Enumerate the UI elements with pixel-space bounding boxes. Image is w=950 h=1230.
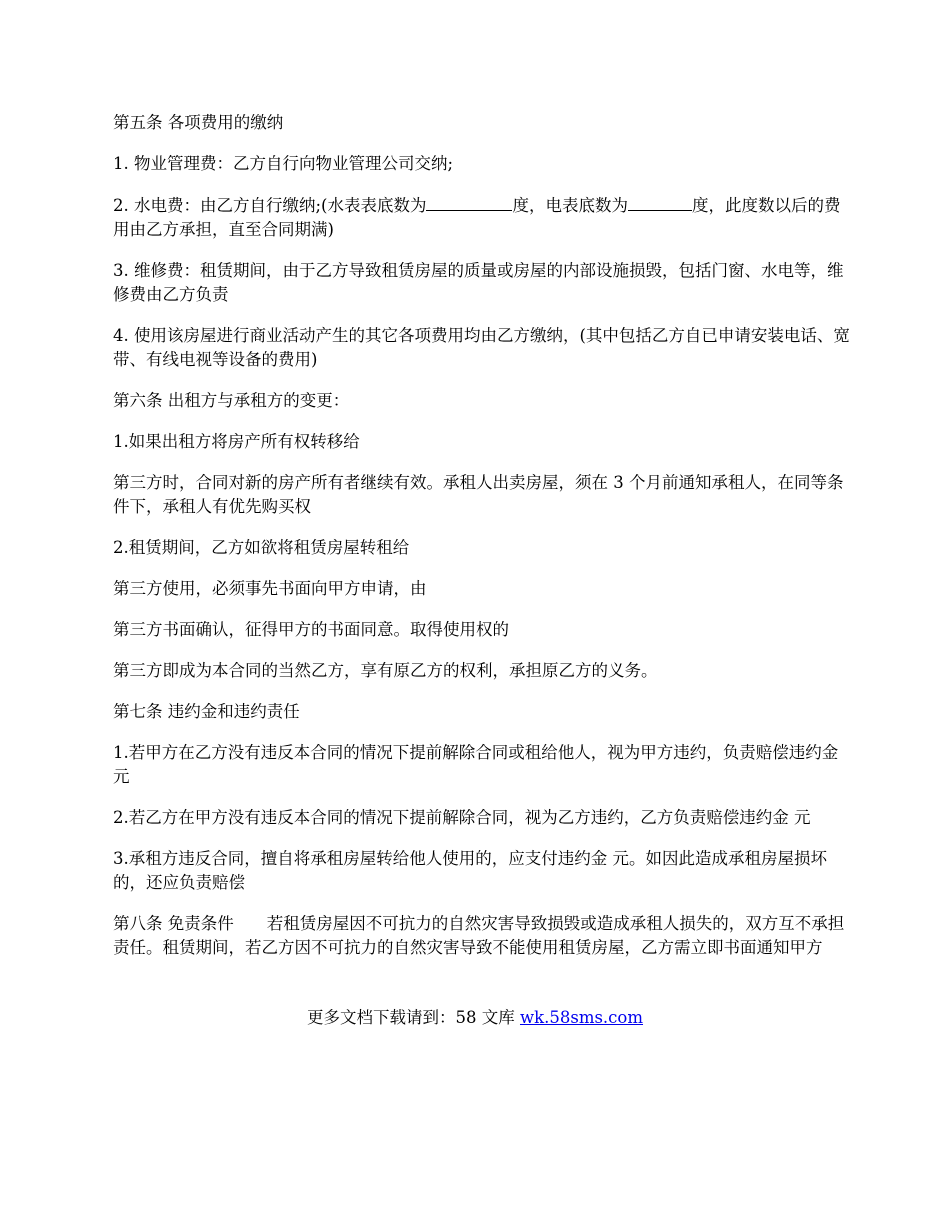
water-meter-blank (426, 193, 512, 211)
utility-fee-text-1: 2. 水电费：由乙方自行缴纳;(水表表底数为 (113, 196, 427, 215)
article-6-heading: 第六条 出租方与承租方的变更： (113, 391, 350, 410)
clause-maintenance-fee: 3. 维修费：租赁期间，由于乙方导致租赁房屋的质量或房屋的内部设施损毁，包括门窗、水电等，维修费由乙方负责 (113, 261, 844, 304)
clause-third-party-validity: 第三方时，合同对新的房产所有者继续有效。承租人出卖房屋，须在 3 个月前通知承租人，在同等条件下，承租人有优先购买权 (113, 473, 844, 516)
article-8-exemption: 第八条 免责条件 若租赁房屋因不可抗力的自然灾害导致损毁或造成承租人损失的，双方互不承担责任。租赁期间，若乙方因不可抗力的自然灾害导致不能使用租赁房屋，乙方需立即书面通知甲方 (113, 914, 845, 957)
clause-sublease: 2.租赁期间，乙方如欲将租赁房屋转租给 (113, 538, 410, 557)
clause-utility-fee (113, 193, 853, 242)
clause-new-party-b: 第三方即成为本合同的当然乙方，享有原乙方的权利，承担原乙方的义务。 (113, 661, 658, 680)
clause-sublease-confirmation: 第三方书面确认，征得甲方的书面同意。取得使用权的 (113, 620, 509, 639)
clause-party-b-breach: 2.若乙方在甲方没有违反本合同的情况下提前解除合同，视为乙方违约，乙方负责赔偿违约金 元 (113, 808, 811, 827)
utility-fee-text-2: 度，电表底数为 (512, 196, 628, 215)
clause-unauthorized-transfer: 3.承租方违反合同，擅自将承租房屋转给他人使用的，应支付违约金 元。如因此造成承租房屋损坏的，还应负责赔偿 (113, 849, 827, 892)
clause-ownership-transfer: 1.如果出租方将房产所有权转移给 (113, 432, 360, 451)
article-5-heading: 第五条 各项费用的缴纳 (113, 113, 284, 132)
clause-property-fee: 1. 物业管理费：乙方自行向物业管理公司交纳; (113, 154, 454, 173)
footer-text: 更多文档下载请到：58 文库 (306, 1008, 520, 1027)
utility-fee-text-3: 度，此度数以后的费用由乙方承担，直至合同期满) (113, 196, 841, 239)
document-body (113, 111, 853, 977)
clause-sublease-application: 第三方使用，必须事先书面向甲方申请，由 (113, 579, 427, 598)
clause-commercial-fees: 4. 使用该房屋进行商业活动产生的其它各项费用均由乙方缴纳，(其中包括乙方自已申请安装电话、宽带、有线电视等设备的费用) (113, 326, 850, 369)
clause-party-a-breach: 1.若甲方在乙方没有违反本合同的情况下提前解除合同或租给他人，视为甲方违约，负责赔偿违约金 元 (113, 743, 844, 786)
article-7-heading: 第七条 违约金和违约责任 (113, 702, 300, 721)
electric-meter-blank (628, 193, 692, 211)
footer-link[interactable]: wk.58sms.com (519, 1008, 643, 1027)
download-footer (0, 1006, 950, 1030)
